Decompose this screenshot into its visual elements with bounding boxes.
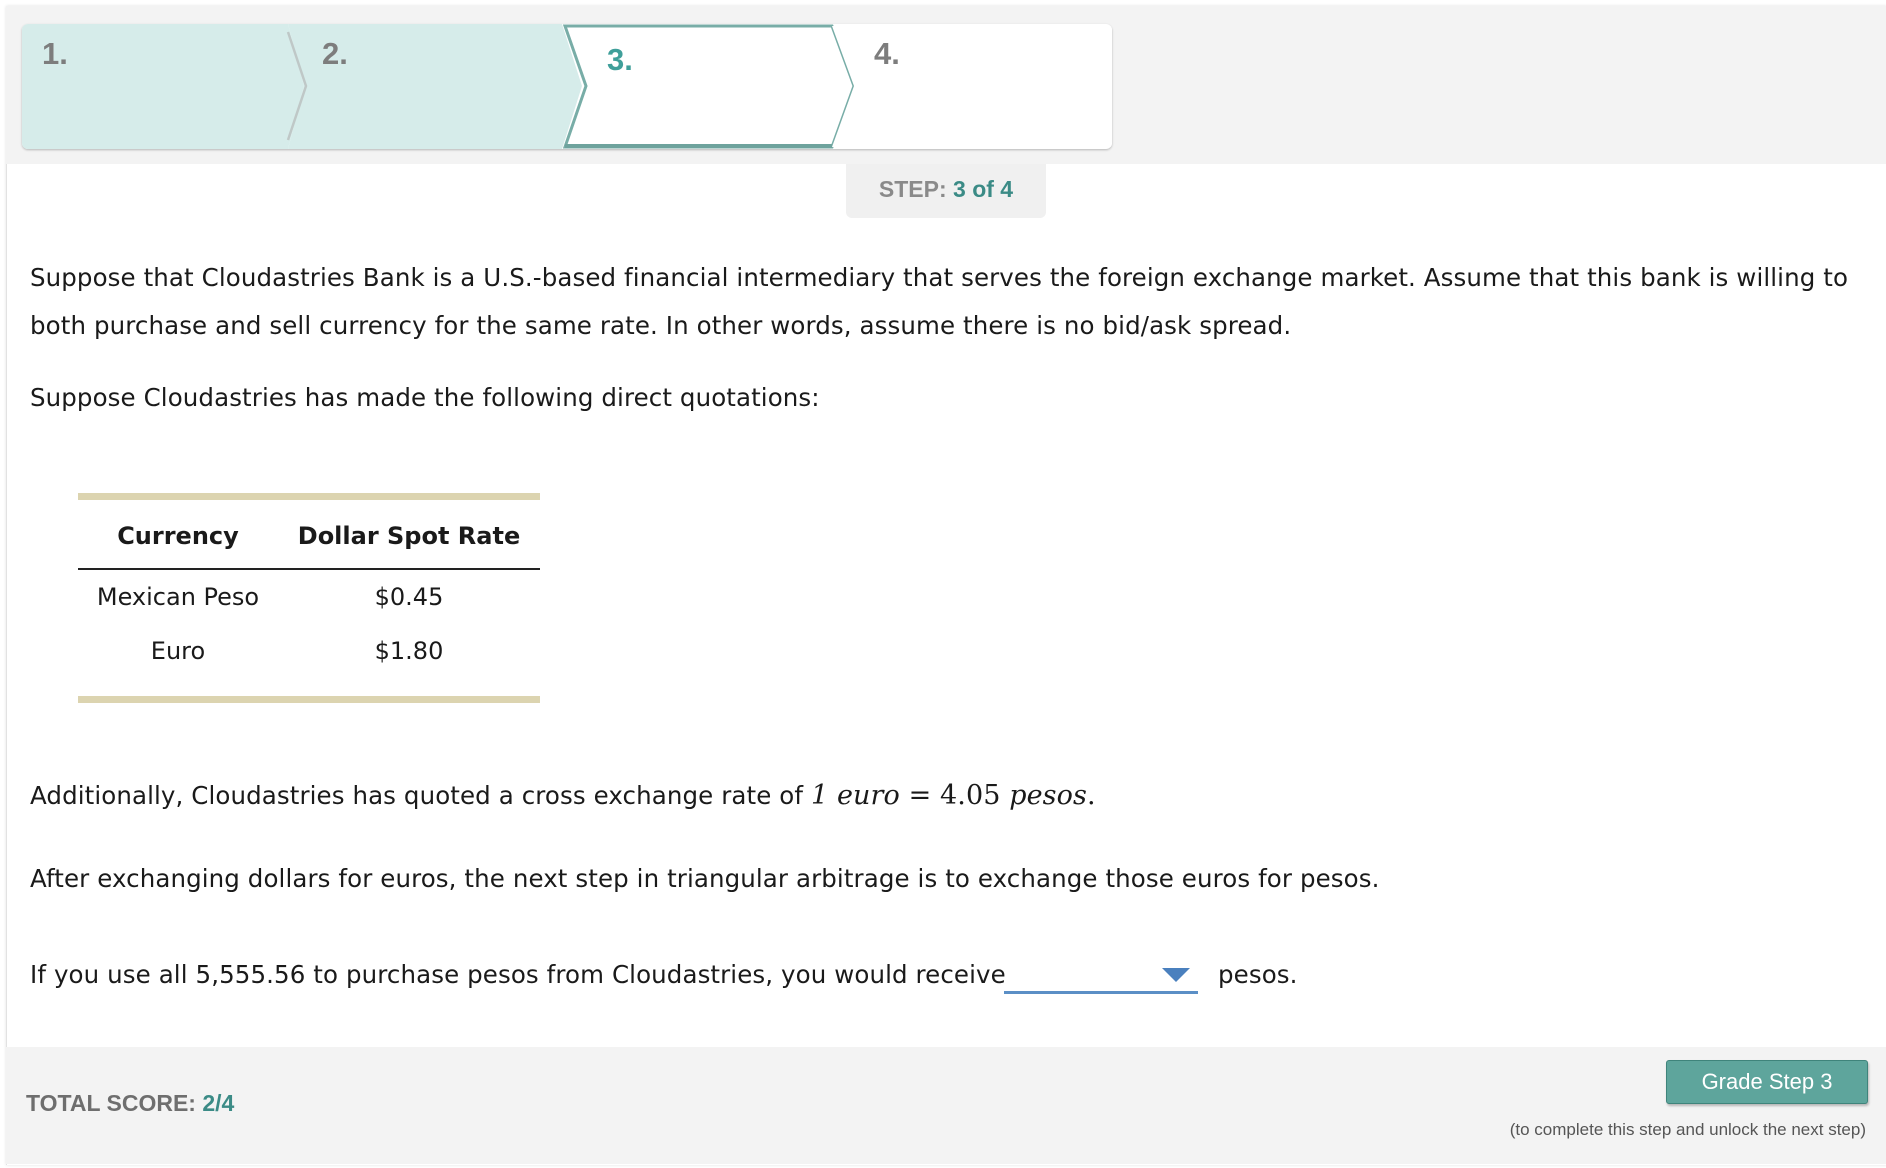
chevron-down-icon[interactable]	[1162, 968, 1190, 982]
table-header-row	[78, 500, 540, 569]
stepper-graphic	[22, 24, 1112, 149]
quotations-intro: Suppose Cloudastries has made the following direct quotations:	[30, 383, 820, 412]
row-rate: $0.45	[374, 583, 444, 611]
step-2-label[interactable]: 2.	[322, 36, 348, 71]
total-score	[26, 1090, 234, 1117]
cross-rate-prefix: Additionally, Cloudastries has quoted a cross exchange rate of	[30, 781, 804, 810]
footer-band	[6, 1047, 1886, 1164]
step-indicator-value: 3 of 4	[953, 176, 1014, 202]
table-row	[78, 569, 540, 624]
row-currency: Mexican Peso	[96, 583, 260, 611]
question-prefix: If you use all 5,555.56 to purchase pesos from Cloudastries, you would receive	[30, 960, 1006, 989]
total-score-value: 2/4	[202, 1090, 235, 1116]
table-bottom-rule	[78, 696, 540, 703]
table-top-rule	[78, 493, 540, 500]
grade-step-button[interactable]: Grade Step 3	[1666, 1060, 1868, 1104]
header-dollar-spot-rate: Dollar Spot Rate	[278, 500, 540, 569]
cross-rate-math: 1 euro = 4.05 pesos.	[810, 780, 1096, 811]
row-currency: Euro	[150, 637, 206, 665]
intro-line-2: both purchase and sell currency for the same rate. In other words, assume there is no bid/ask spread.	[30, 311, 1292, 340]
step-indicator-label: STEP:	[878, 176, 947, 202]
grade-step-note: (to complete this step and unlock the next step)	[1509, 1120, 1866, 1139]
total-score-label: TOTAL SCORE:	[26, 1090, 196, 1116]
pesos-amount-dropdown[interactable]	[1004, 951, 1198, 994]
intro-line-1: Suppose that Cloudastries Bank is a U.S.-based financial intermediary that serves the foreign exchange market. Assume that this bank is willing to	[30, 263, 1849, 292]
cross-rate-sentence	[30, 772, 1096, 820]
table-row	[78, 624, 540, 678]
arbitrage-step-text: After exchanging dollars for euros, the next step in triangular arbitrage is to exchange those euros for pesos.	[30, 864, 1380, 893]
step-1-label[interactable]: 1.	[42, 36, 68, 71]
header-currency: Currency	[78, 500, 278, 569]
step-indicator	[846, 164, 1046, 218]
step-3-label[interactable]: 3.	[607, 42, 633, 77]
step-progress-bar	[22, 24, 1112, 149]
step-4-label[interactable]: 4.	[874, 36, 900, 71]
row-rate: $1.80	[374, 637, 444, 665]
question-suffix: pesos.	[1218, 960, 1298, 989]
quotations-table	[78, 493, 540, 703]
